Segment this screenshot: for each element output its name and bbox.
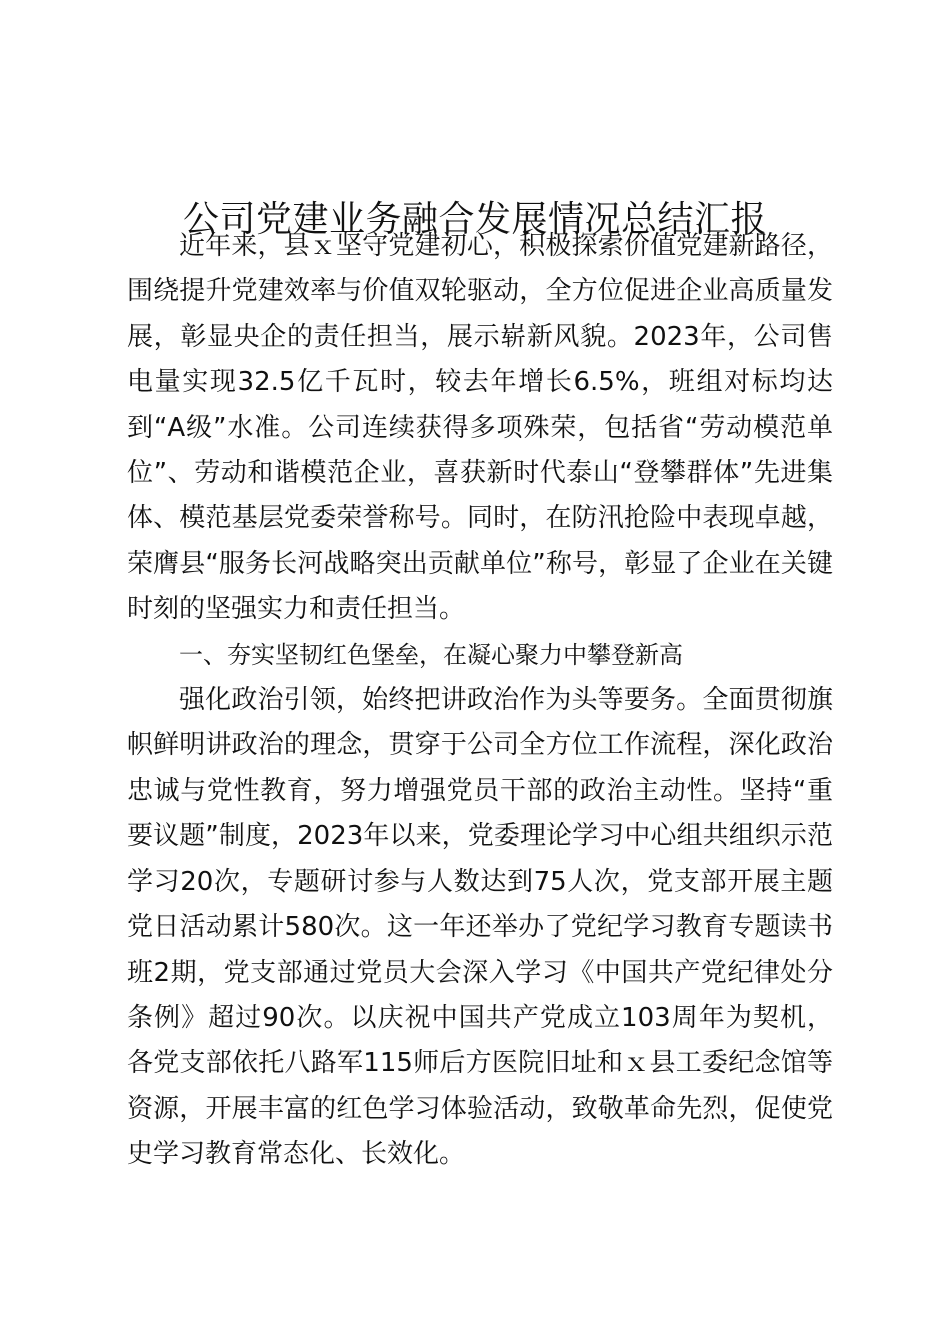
section-1-paragraph: 强化政治引领，始终把讲政治作为头等要务。全面贯彻旗帜鲜明讲政治的理念，贯穿于公司全方位工作流程，深化政治忠诚与党性教育，努力增强党员干部的政治主动性。坚持“重要议题”制度，2023年以来，党委理论学习中心组共组织示范学习20次，专题研讨参与人数达到75人次，党支部开展主题党日活动累计580次。这一年还举办了党纪学习教育专题读书班2期，党支部通过党员大会深入学习《中国共产党纪律处分条例》超过90次。以庆祝中国共产党成立103周年为契机，各党支部依托八路军115师后方医院旧址和ｘ县工委纪念馆等资源，开展丰富的红色学习体验活动，致敬革命先烈，促使党史学习教育常态化、长效化。	[127, 685, 833, 1170]
document-body	[127, 224, 833, 1178]
section-1-heading: 一、夯实坚韧红色堡垒，在凝心聚力中攀登新高	[179, 640, 683, 669]
document-title: 公司党建业务融合发展情况总结汇报	[182, 199, 767, 241]
intro-paragraph: 近年来，县ｘ坚守党建初心，积极探索价值党建新路径，围绕提升党建效率与价值双轮驱动，全方位促进企业高质量发展，彰显央企的责任担当，展示崭新风貌。2023年，公司售电量实现32.5亿千瓦时，较去年增长6.5%，班组对标均达到“A级”水准。公司连续获得多项殊荣，包括省“劳动模范单位”、劳动和谐模范企业，喜获新时代泰山“登攀群体”先进集体、模范基层党委荣誉称号。同时，在防汛抢险中表现卓越，荣膺县“服务长河战略突出贡献单位”称号，彰显了企业在关键时刻的坚强实力和责任担当。	[127, 231, 833, 625]
